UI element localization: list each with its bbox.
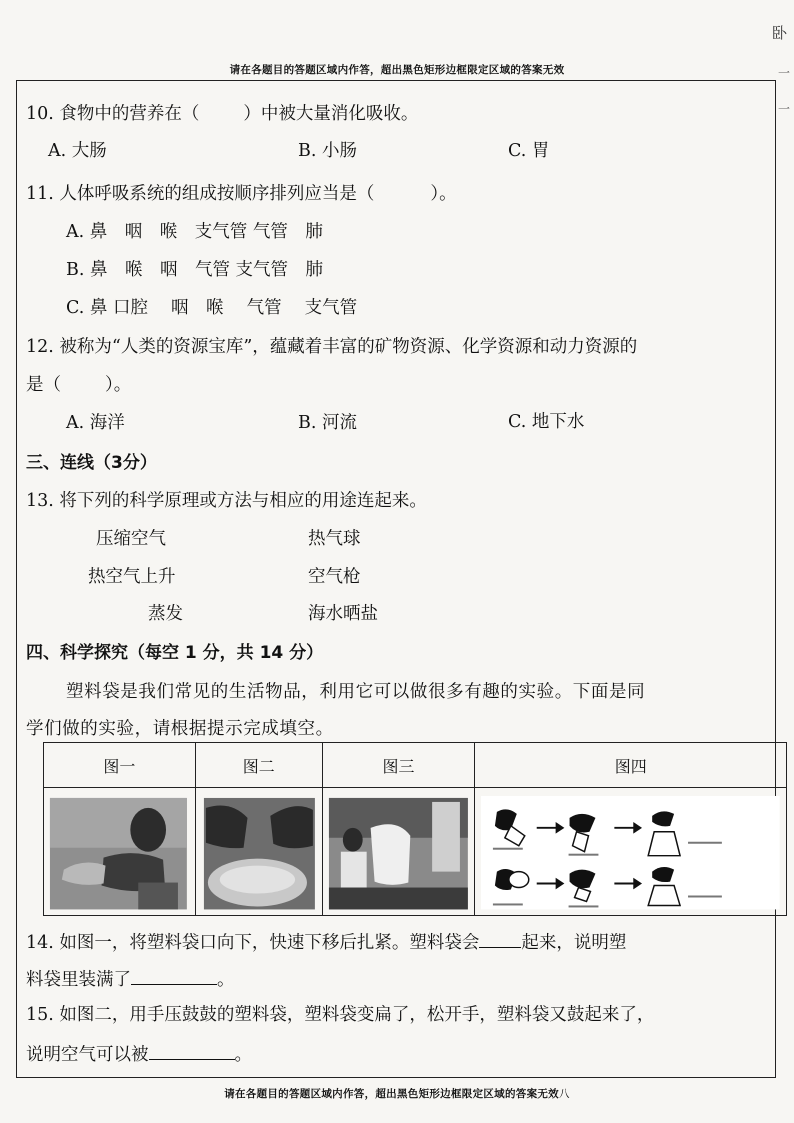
- header-note: 请在各题目的答题区域内作答，超出黑色矩形边框限定区域的答案无效: [229, 64, 565, 76]
- figure-3-cell: [322, 788, 475, 916]
- q10-option-a: A. 大肠: [48, 141, 107, 161]
- q13-left-3[interactable]: 蒸发: [148, 604, 183, 624]
- margin-mark-1: 卧: [772, 24, 788, 42]
- section4-intro-line1: 塑料袋是我们常见的生活物品，利用它可以做很多有趣的实验。下面是同: [66, 682, 646, 702]
- q15-blank-1[interactable]: [149, 1044, 235, 1060]
- q13-right-2[interactable]: 空气枪: [308, 567, 361, 587]
- q14-line1: 14. 如图一，将塑料袋口向下，快速下移后扎紧。塑料袋会 起来，说明塑: [26, 933, 627, 953]
- q12-option-c: C. 地下水: [508, 412, 585, 432]
- figure-4-cell: [475, 788, 787, 916]
- q11-option-c: C. 鼻 口腔 咽 喉 气管 支气管: [66, 298, 358, 318]
- margin-mark-2: 一: [778, 66, 791, 80]
- q12-stem-line1: 12. 被称为“人类的资源宝库”，蕴藏着丰富的矿物资源、化学资源和动力资源的: [26, 337, 638, 357]
- figure-2-photo: [196, 788, 322, 915]
- figure-2-cell: [195, 788, 322, 916]
- footer-note: 请在各题目的答题区域内作答，超出黑色矩形边框限定区域的答案无效八: [224, 1088, 570, 1100]
- q14-blank-2[interactable]: [131, 969, 217, 985]
- figure-3-photo: [323, 788, 475, 915]
- q13-left-1[interactable]: 压缩空气: [96, 529, 166, 549]
- q13-left-2[interactable]: 热空气上升: [88, 567, 176, 587]
- q12-stem-line2: 是（ ）。: [26, 375, 132, 395]
- q15-line2: 说明空气可以被 。: [26, 1045, 252, 1065]
- footer-mark: 八: [559, 1088, 570, 1100]
- figure-3-header: 图三: [322, 743, 475, 788]
- q11-stem: 11. 人体呼吸系统的组成按顺序排列应当是（ ）。: [26, 184, 457, 204]
- q15-line1: 15. 如图二，用手压鼓鼓的塑料袋，塑料袋变扁了，松开手，塑料袋又鼓起来了，: [26, 1005, 655, 1025]
- q13-right-1[interactable]: 热气球: [308, 529, 361, 549]
- figure-1-cell: [44, 788, 196, 916]
- q10-option-b: B. 小肠: [298, 141, 357, 161]
- q13-right-3[interactable]: 海水晒盐: [308, 604, 378, 624]
- figure-2-header: 图二: [195, 743, 322, 788]
- q12-option-b: B. 河流: [298, 413, 357, 433]
- figure-4-header: 图四: [475, 743, 787, 788]
- q13-stem: 13. 将下列的科学原理或方法与相应的用途连起来。: [26, 491, 427, 511]
- q14-line2: 料袋里装满了 。: [26, 970, 235, 990]
- section3-title: 三、连线（3分）: [26, 453, 157, 473]
- q10-option-c: C. 胃: [508, 141, 550, 161]
- section4-title: 四、科学探究（每空 1 分，共 14 分）: [26, 643, 324, 663]
- q12-option-a: A. 海洋: [66, 413, 125, 433]
- figure-1-header: 图一: [44, 743, 196, 788]
- q10-stem: 10. 食物中的营养在（ ）中被大量消化吸收。: [26, 104, 419, 124]
- figure-table: [43, 742, 787, 916]
- figure-4-diagram: [475, 788, 786, 915]
- q11-option-b: B. 鼻 喉 咽 气管 支气管 肺: [66, 260, 324, 280]
- q11-option-a: A. 鼻 咽 喉 支气管 气管 肺: [66, 222, 323, 242]
- figure-1-photo: [44, 788, 195, 915]
- margin-mark-3: 一: [778, 102, 791, 116]
- q14-blank-1[interactable]: [479, 932, 521, 948]
- section4-intro-line2: 学们做的实验，请根据提示完成填空。: [26, 719, 334, 739]
